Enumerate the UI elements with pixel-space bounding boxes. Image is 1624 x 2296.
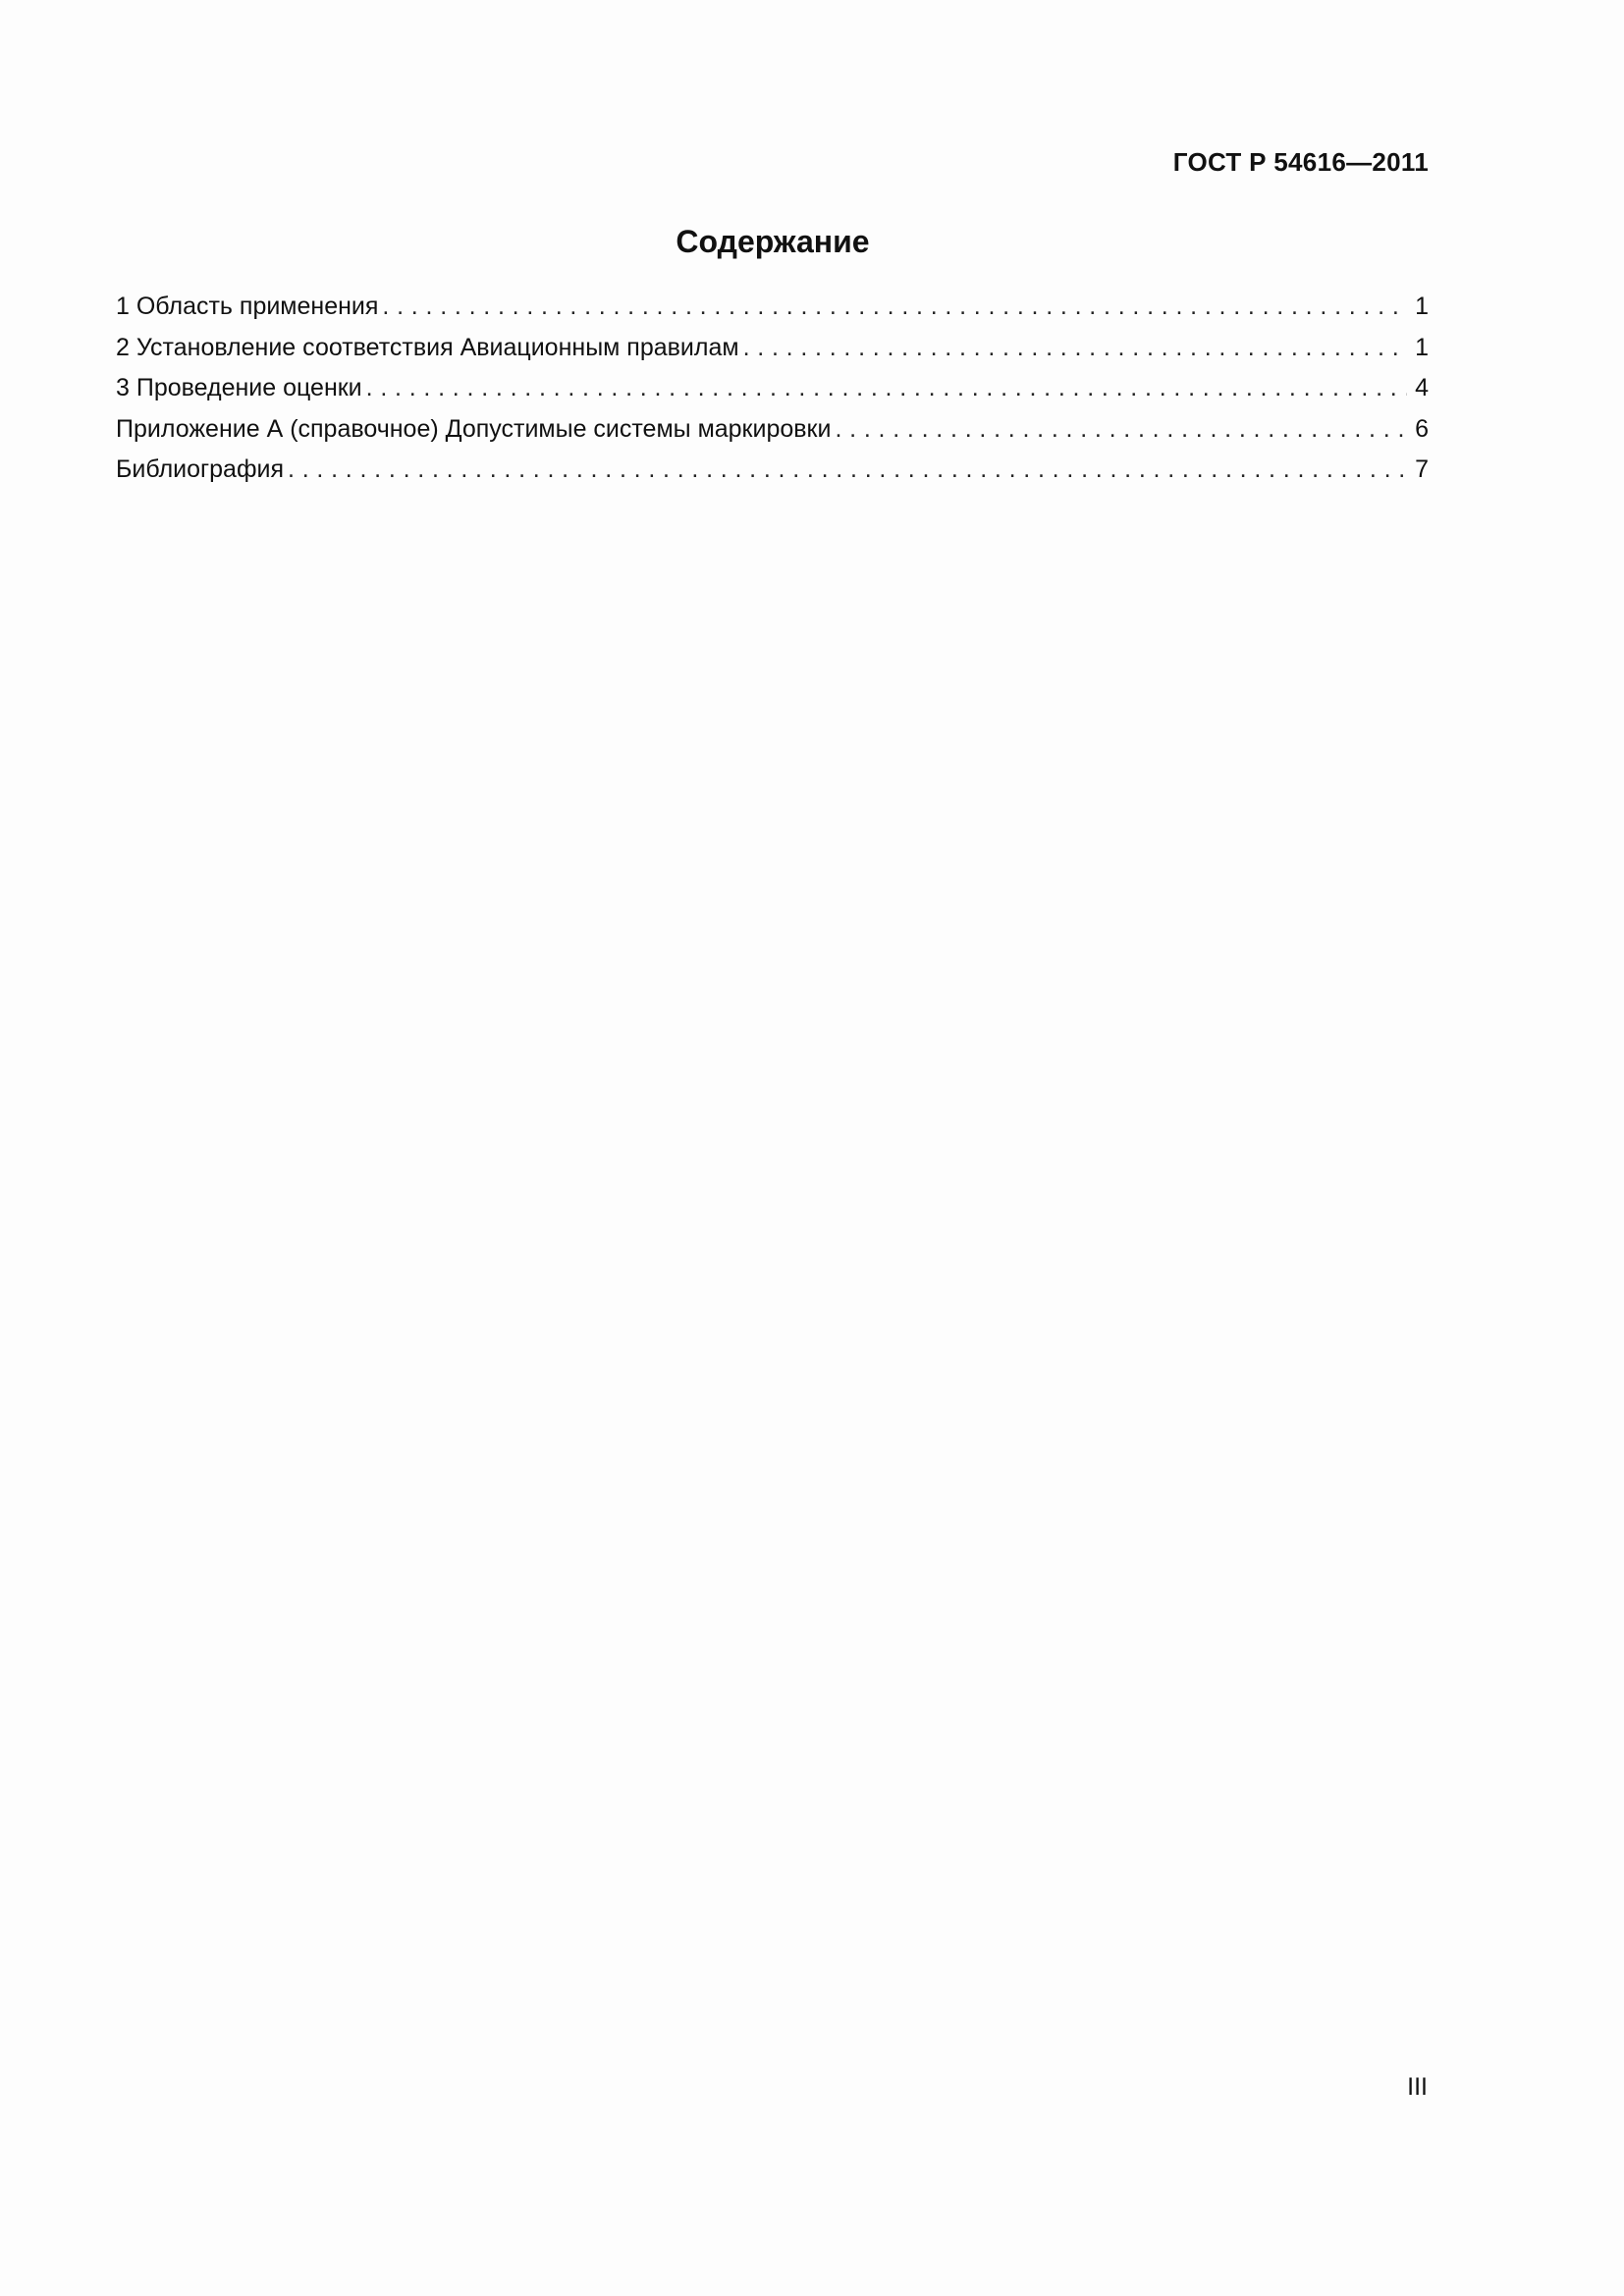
toc-entry-label: 3 Проведение оценки [116,374,362,401]
toc-entry-label: 2 Установление соответствия Авиационным правилам [116,333,739,361]
toc-entry-assessment[interactable] [116,374,1429,415]
toc-dot-leader [382,293,1407,321]
toc-entry-page: 7 [1415,455,1429,483]
toc-entry-page: 6 [1415,414,1429,443]
document-code: ГОСТ Р 54616—2011 [1172,147,1429,177]
toc-dot-leader [366,374,1407,402]
toc-entry-label: Приложение А (справочное) Допустимые системы маркировки [116,414,832,443]
toc-entry-label: 1 Область применения [116,293,379,320]
toc-entry-page: 4 [1415,374,1429,401]
toc-title: Содержание [676,224,870,259]
toc-dot-leader [835,415,1407,444]
page-number: III [1407,2073,1428,2101]
toc-entry-bibliography[interactable] [116,455,1429,497]
toc-entry-compliance[interactable] [116,334,1429,375]
toc-entry-scope[interactable] [116,293,1429,334]
toc-entry-label: Библиография [116,455,285,483]
toc-entry-page: 1 [1415,333,1429,361]
toc-entry-appendix-a[interactable] [116,415,1429,456]
toc-dot-leader [743,334,1408,362]
table-of-contents [116,293,1429,497]
toc-dot-leader [288,455,1407,484]
toc-entry-page: 1 [1415,293,1429,320]
